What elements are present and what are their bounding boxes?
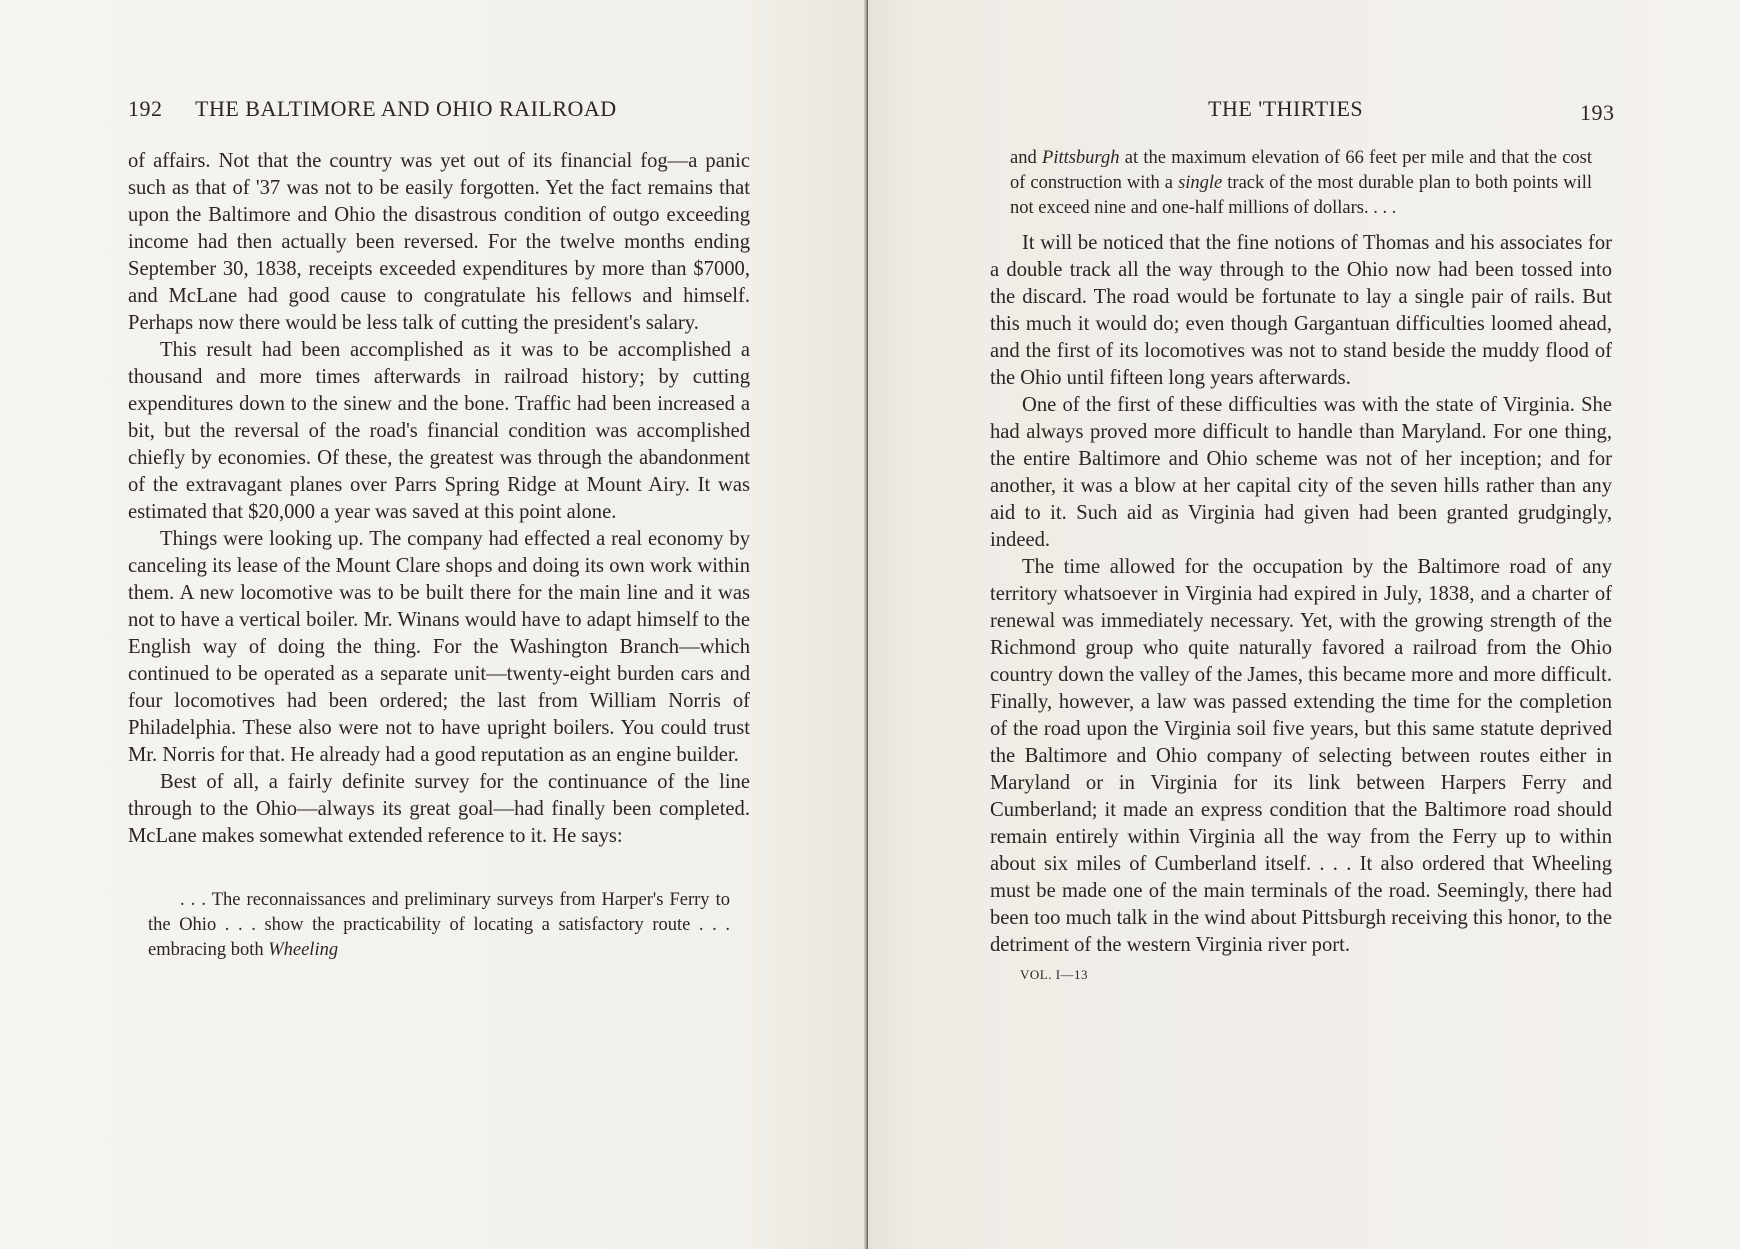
left-paragraph-1: of affairs. Not that the country was yet out of its financial fog—a panic such as that of '37 was not to be easily forgotten. Yet the fact remains that upon the Baltimore and Ohio the disastrous condition of outgo exceeding income had then actually been reversed. For the twelve months ending September 30, 1838, receipts exceeded expenditures by more than $7000, and McLane had good cause to congratulate his fellows and himself. Perhaps now there would be less talk of cutting the president's salary.: [128, 150, 750, 334]
left-quote-text: . . . The reconnaissances and preliminary surveys from Harper's Ferry to the Ohio . . . show the practicability of locating a satisfactory route . . . embracing both: [148, 890, 730, 960]
right-paragraph-2: One of the first of these difficulties was with the state of Virginia. She had always proved more difficult to handle than Maryland. For one thing, the entire Baltimore and Ohio scheme was not of her inception; and for another, it was a blow at her capital city of the seven hills rather than any aid to it. Such aid as Virginia had given had been granted grudgingly, indeed.: [990, 394, 1612, 551]
left-paragraph-4: Best of all, a fairly definite survey for the continuance of the line through to the Ohio—always its great goal—had finally been completed. McLane makes somewhat extended reference to it. He says:: [128, 771, 750, 847]
right-page: [868, 0, 1740, 1249]
right-quote-lead: and: [1010, 148, 1037, 168]
right-running-head: THE 'THIRTIES: [1208, 96, 1364, 121]
left-paragraph-2: This result had been accomplished as it was to be accomplished a thousand and more times afterwards in railroad history; by cutting expenditures down to the sinew and the bone. Traffic had been increased a bit, but the reversal of the road's financial condition was accomplished chiefly by economies. Of these, the greatest was through the abandonment of the extravagant planes over Parrs Spring Ridge at Mount Airy. It was estimated that $20,000 a year was saved at this point alone.: [128, 339, 750, 523]
right-quote-end: track of the most durable plan to both points will not exceed nine and one-half millions of dollars. . . .: [1010, 173, 1593, 218]
right-quote-mid: at the maximum elevation of 66 feet per mile and that the cost of construction with a: [1010, 148, 1592, 193]
left-page-number: 192: [128, 96, 163, 121]
left-running-head: THE BALTIMORE AND OHIO RAILROAD: [195, 96, 617, 121]
left-paragraph-3: Things were looking up. The company had effected a real economy by canceling its lease of the Mount Clare shops and doing its own work within them. A new locomotive was to be built there for the main line and it was not to have a vertical boiler. Mr. Winans would have to adapt himself to the English way of doing the thing. For the Washington Branch—which continued to be operated as a separate unit—twenty-eight burden cars and four locomotives had been ordered; the last from William Norris of Philadelphia. These also were not to have upright boilers. You could trust Mr. Norris for that. He already had a good reputation as an engine builder.: [128, 528, 750, 766]
right-page-number: 193: [1580, 100, 1615, 125]
left-quote-italic: Wheeling: [268, 940, 339, 960]
right-block-quote: [1010, 146, 1592, 221]
left-page: [0, 0, 868, 1249]
right-paragraph-1: It will be noticed that the fine notions of Thomas and his associates for a double track all the way through to the Ohio now had been tossed into the discard. The road would be fortunate to lay a single pair of rails. But this much it would do; even though Gargantuan difficulties loomed ahead, and the first of its locomotives was not to stand beside the muddy flood of the Ohio until fifteen long years afterwards.: [990, 232, 1612, 389]
right-paragraph-3: The time allowed for the occupation by the Baltimore road of any territory whatsoever in Virginia had expired in July, 1838, and a charter of renewal was immediately necessary. Yet, with the growing strength of the Richmond group who quite naturally favored a railroad from the Ohio country down the valley of the James, this became more and more difficult. Finally, however, a law was passed extending the time for the completion of the road upon the Virginia soil five years, but this same statute deprived the Baltimore and Ohio company of selecting between routes either in Maryland or in Virginia for its link between Harpers Ferry and Cumberland; it made an express condition that the Baltimore road should remain entirely within Virginia all the way from the Ferry up to within about six miles of Cumberland itself. . . . It also ordered that Wheeling must be made one of the main terminals of the road. Seemingly, there had been too much talk in the wind about Pittsburgh receiving this honor, to the detriment of the western Virginia river port.: [990, 556, 1612, 956]
right-quote-italic-1: Pittsburgh: [1042, 148, 1120, 168]
right-page-body: [990, 146, 1612, 983]
signature-mark: VOL. I—13: [1020, 967, 1089, 982]
left-block-quote: [148, 888, 730, 963]
right-quote-italic-2: single: [1178, 173, 1223, 193]
left-page-body: [128, 148, 750, 963]
